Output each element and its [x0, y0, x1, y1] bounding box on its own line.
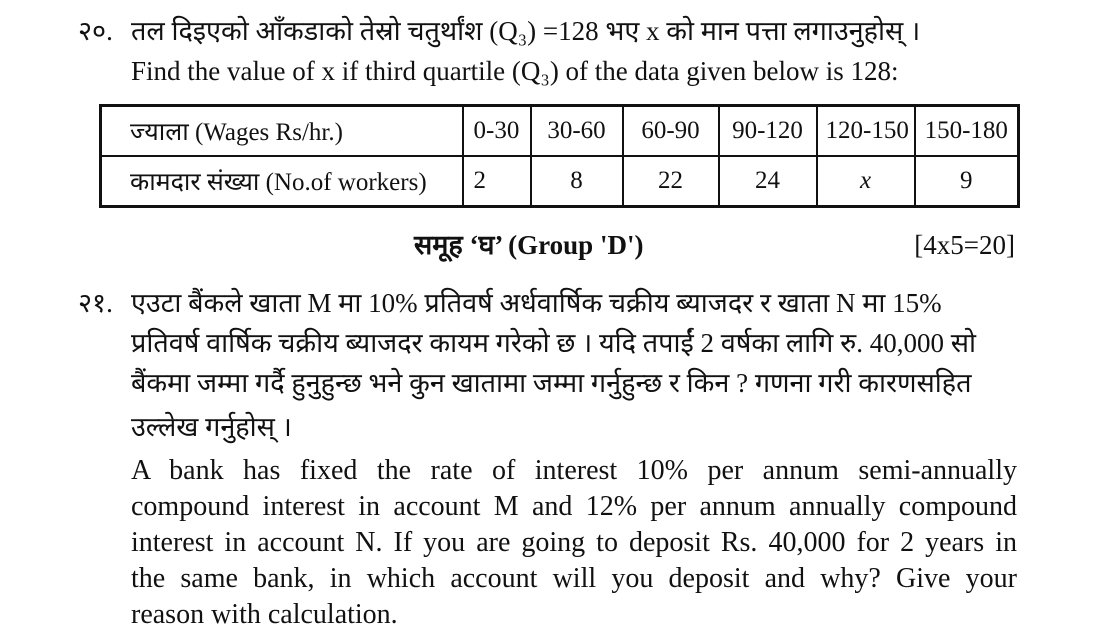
wages-label: ज्याला (Wages Rs/hr.) — [101, 106, 463, 157]
wages-row — [101, 106, 1019, 157]
worker-count: 9 — [915, 156, 1019, 207]
workers-label: कामदार संख्या (No.of workers) — [101, 156, 463, 207]
worker-count: 22 — [623, 156, 719, 207]
worker-count: 2 — [463, 156, 531, 207]
frequency-table — [99, 104, 1020, 208]
question-21-english-line: A bank has fixed the rate of interest 10% per annum semi-annually — [131, 455, 1017, 486]
question-20-english-text: Find the value of x if third quartile (Q₃) of the data given below is 128: — [131, 56, 899, 86]
question-21-english-line: interest in account N. If you are going to deposit Rs. 40,000 for 2 years in — [131, 527, 1017, 558]
question-21-nepali-line: प्रतिवर्ष वार्षिक चक्रीय ब्याजदर कायम गरेको छ । यदि तपाईं 2 वर्षका लागि रु. 40,000 सो — [131, 328, 976, 358]
workers-row — [101, 156, 1019, 207]
group-heading: समूह ‘घ’ (Group 'D') — [414, 230, 644, 260]
worker-count: 8 — [531, 156, 623, 207]
group-marks: [4x5=20] — [914, 230, 1015, 260]
class-interval: 150-180 — [915, 106, 1019, 157]
question-20-nepali-text: तल दिइएको आँकडाको तेस्रो चतुर्थांश (Q₃) =128 भए x को मान पत्ता लगाउनुहोस् । — [131, 16, 921, 46]
question-21-number: २१. — [78, 288, 113, 318]
question-21-english-line: compound interest in account M and 12% per annum annually compound — [131, 491, 1017, 522]
question-21-nepali-line: एउटा बैंकले खाता M मा 10% प्रतिवर्ष अर्धवार्षिक चक्रीय ब्याजदर र खाता N मा 15% — [131, 288, 942, 318]
class-interval: 120-150 — [817, 106, 915, 157]
class-interval: 90-120 — [719, 106, 817, 157]
question-21-nepali-line: उल्लेख गर्नुहोस् । — [131, 412, 292, 442]
class-interval: 0-30 — [463, 106, 531, 157]
worker-count: x — [817, 156, 915, 207]
question-21-english-line: the same bank, in which account will you deposit and why? Give your — [131, 563, 1017, 594]
question-21-nepali-line: बैंकमा जम्मा गर्दै हुनुहुन्छ भने कुन खातामा जम्मा गर्नुहुन्छ र किन ? गणना गरी कारणसहित — [131, 368, 972, 398]
class-interval: 60-90 — [623, 106, 719, 157]
worker-count: 24 — [719, 156, 817, 207]
question-21-english-line: reason with calculation. — [131, 599, 398, 630]
question-20-number: २०. — [78, 16, 113, 46]
class-interval: 30-60 — [531, 106, 623, 157]
